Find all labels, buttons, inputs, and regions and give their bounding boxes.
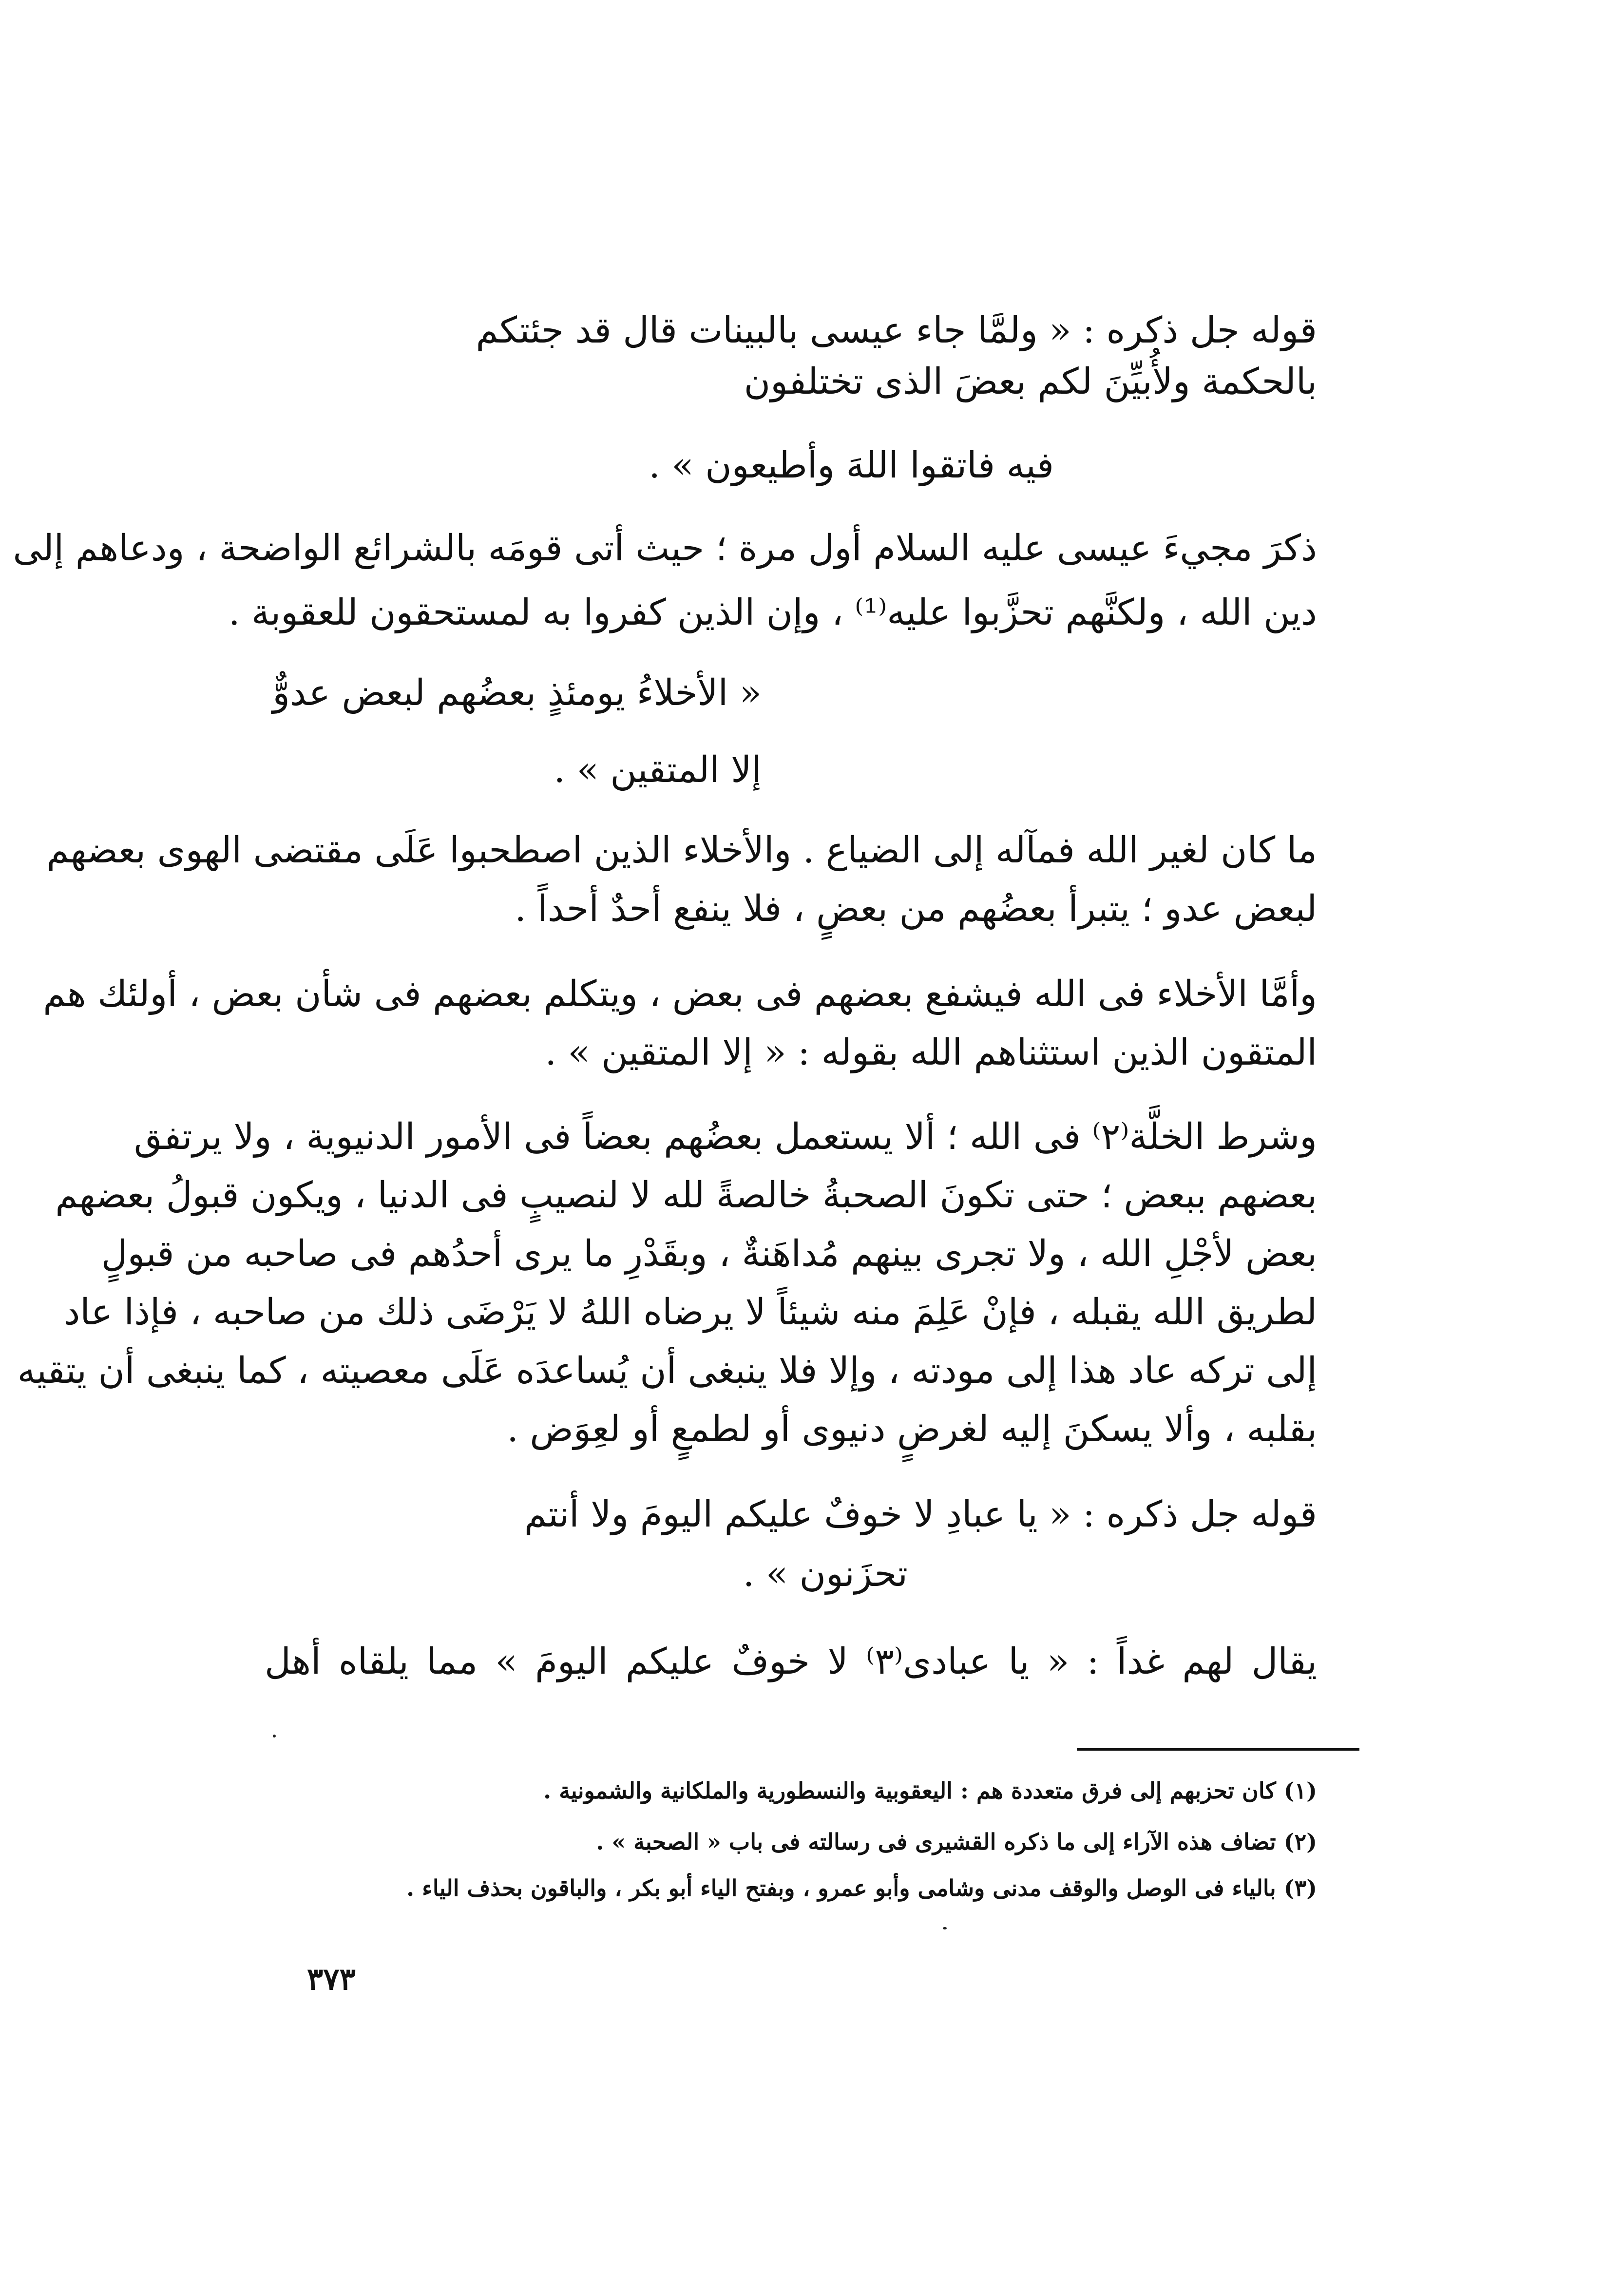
- body-line: إلى تركه عاد هذا إلى مودته ، وإلا فلا ينبغى أن يُساعدَه عَلَى معصيته ، كما ينبغى أن يتقيه: [17, 1350, 1317, 1392]
- footnote-1: (١) كان تحزبهم إلى فرق متعددة هم : اليعقوبية والنسطورية والملكانية والشمونية .: [543, 1777, 1317, 1804]
- verse-heading-line-1: قوله جل ذكره : « يا عبادِ لا خوفٌ عليكم اليومَ ولا أنتم: [524, 1493, 1317, 1535]
- scan-speck: [943, 1927, 947, 1929]
- verse-quote-line-1: « الأخلاءُ يومئذٍ بعضُهم لبعض عدوٌّ: [272, 672, 762, 714]
- body-line: بقلبه ، وألا يسكنَ إليه لغرضٍ دنيوى أو لطمعٍ أو لعِوَض .: [507, 1408, 1317, 1450]
- body-line: ذكرَ مجيءَ عيسى عليه السلام أول مرة ؛ حيث أتى قومَه بالشرائع الواضحة ، ودعاهم إلى: [13, 527, 1317, 569]
- verse-heading-line-3: فيه فاتقوا اللهَ وأطيعون » .: [649, 444, 1054, 486]
- verse-heading-line-2: بالحكمة ولأُبيِّنَ لكم بعضَ الذى تختلفون: [744, 361, 1317, 402]
- scan-speck: [273, 1735, 276, 1737]
- footnote-separator: [1077, 1748, 1359, 1751]
- verse-quote-line-2: إلا المتقين » .: [554, 749, 762, 791]
- body-line: وأمَّا الأخلاء فى الله فيشفع بعضهم فى بعض ، ويتكلم بعضهم فى شأن بعض ، أولئك هم: [43, 973, 1317, 1015]
- page-number: ٣٧٣: [307, 1961, 356, 1997]
- footnote-3: (٣) بالياء فى الوصل والوقف مدنى وشامى وأبو عمرو ، وبفتح الياء أبو بكر ، والباقون بحذف الياء .: [406, 1875, 1317, 1901]
- body-line: ما كان لغير الله فمآله إلى الضياع . والأخلاء الذين اصطحبوا عَلَى مقتضى الهوى بعضهم: [46, 829, 1317, 871]
- body-line: لبعض عدو ؛ يتبرأ بعضُهم من بعضٍ ، فلا ينفع أحدٌ أحداً .: [515, 888, 1317, 930]
- body-line: بعضهم ببعض ؛ حتى تكونَ الصحبةُ خالصةً لله لا لنصيبٍ فى الدنيا ، ويكون قبولُ بعضهم: [55, 1174, 1317, 1216]
- body-line: وشرط الخلَّة⁽٢⁾ فى الله ؛ ألا يستعمل بعضُهم بعضاً فى الأمور الدنيوية ، ولا يرتفق: [134, 1116, 1317, 1158]
- body-line: دين الله ، ولكنَّهم تحزَّبوا عليه⁽¹⁾ ، وإن الذين كفروا به لمستحقون للعقوبة .: [228, 592, 1317, 633]
- body-line: بعض لأجْلِ الله ، ولا تجرى بينهم مُداهَنةٌ ، وبقَدْرِ ما يرى أحدُهم فى صاحبه من قبولٍ: [101, 1233, 1317, 1275]
- verse-heading-line-2: تحزَنون » .: [743, 1553, 908, 1595]
- footnote-2: (٢) تضاف هذه الآراء إلى ما ذكره القشيرى فى رسالته فى باب « الصحبة » .: [596, 1829, 1317, 1855]
- body-line: يقال لهم غداً : « يا عبادى⁽٣⁾ لا خوفٌ عليكم اليومَ » مما يلقاه أهل: [265, 1641, 1317, 1682]
- body-line: لطريق الله يقبله ، فإنْ عَلِمَ منه شيئاً لا يرضاه اللهُ لا يَرْضَى ذلك من صاحبه ، فإذا عاد: [64, 1291, 1317, 1333]
- body-line: المتقون الذين استثناهم الله بقوله : « إلا المتقين » .: [545, 1031, 1317, 1073]
- verse-heading-line-1: قوله جل ذكره : « ولمَّا جاء عيسى بالبينات قال قد جئتكم: [476, 309, 1317, 351]
